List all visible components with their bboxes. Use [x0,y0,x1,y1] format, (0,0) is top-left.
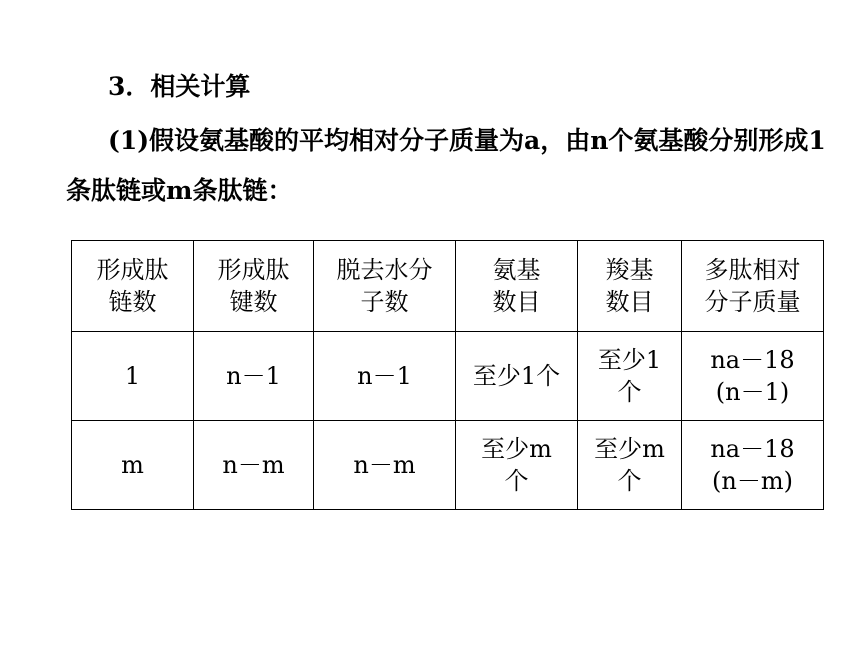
table-cell: 至少m 个 [578,421,682,510]
table-cell: 1 [72,332,194,421]
table-cell: n－1 [314,332,456,421]
table-cell: n－m [314,421,456,510]
table-row [72,332,824,421]
header-polypeptide-mass: 多肽相对 分子质量 [682,241,824,332]
header-peptide-bond-count: 形成肽 键数 [194,241,314,332]
header-water-removed: 脱去水分 子数 [314,241,456,332]
table-cell: 至少1 个 [578,332,682,421]
calculation-table [71,240,824,510]
table-cell: na－18 (n－m) [682,421,824,510]
table-header-row [72,241,824,332]
section-heading: 3．相关计算 [108,72,251,101]
table-cell: n－1 [194,332,314,421]
header-peptide-chain-count: 形成肽 链数 [72,241,194,332]
table-cell: 至少m 个 [456,421,578,510]
header-carboxyl-group-count: 羧基 数目 [578,241,682,332]
table-cell: na－18 (n－1) [682,332,824,421]
table-row [72,421,824,510]
table-cell: n－m [194,421,314,510]
table-cell: 至少1个 [456,332,578,421]
intro-paragraph: (1)假设氨基酸的平均相对分子质量为a，由n个氨基酸分别形成1条肽链或m条肽链： [66,126,826,205]
table-cell: m [72,421,194,510]
header-amino-group-count: 氨基 数目 [456,241,578,332]
